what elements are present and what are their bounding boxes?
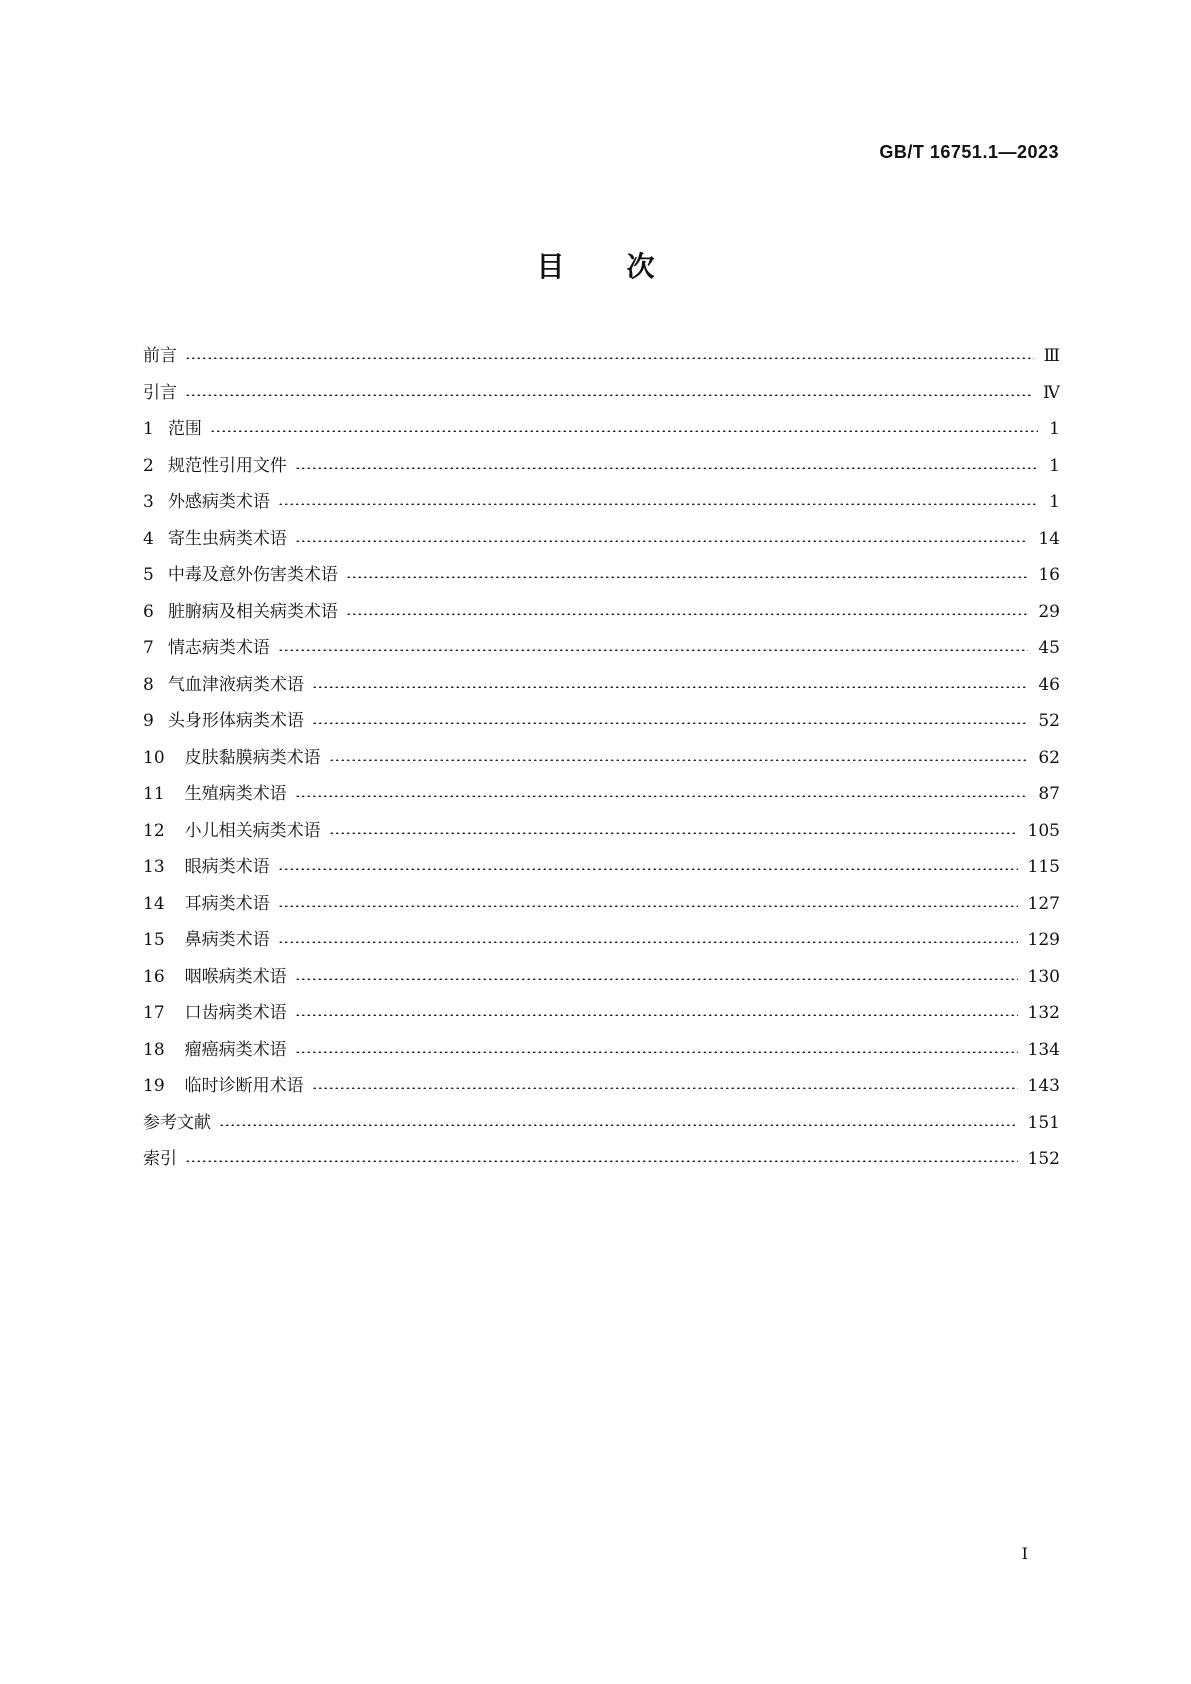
toc-entry-label: 引言 [143, 382, 177, 403]
toc-leader-dots [278, 868, 1018, 870]
toc-entry-label: 头身形体病类术语 [167, 711, 304, 732]
toc-entry-label: 寄生虫病类术语 [167, 528, 287, 549]
toc-entry-number: 8 [143, 674, 154, 695]
toc-entry-label: 规范性引用文件 [167, 455, 287, 476]
page-title: 目次 [536, 250, 717, 283]
toc-entry-label: 口齿病类术语 [184, 1003, 287, 1024]
toc-entry[interactable] [143, 1068, 1060, 1105]
toc-entry-number: 6 [143, 601, 154, 622]
toc-leader-dots [278, 649, 1029, 651]
toc-entry[interactable] [143, 375, 1060, 412]
toc-leader-dots [346, 576, 1029, 578]
toc-entry-number: 5 [143, 565, 154, 586]
toc-leader-dots [278, 905, 1018, 907]
toc-entry-page: 151 [1027, 1112, 1060, 1133]
toc-entry[interactable] [143, 1032, 1060, 1069]
toc-entry-number: 17 [143, 1003, 165, 1024]
toc-entry-page: 129 [1027, 930, 1060, 951]
toc-entry-label: 皮肤黏膜病类术语 [184, 747, 321, 768]
toc-entry-label: 范围 [167, 419, 202, 440]
toc-entry[interactable] [143, 448, 1060, 485]
toc-leader-dots [295, 795, 1029, 797]
toc-entry[interactable] [143, 959, 1060, 996]
toc-entry[interactable] [143, 703, 1060, 740]
toc-entry-page: Ⅳ [1043, 382, 1060, 403]
toc-entry-number: 18 [143, 1039, 165, 1060]
toc-leader-dots [312, 1087, 1018, 1089]
toc-entry[interactable] [143, 886, 1060, 923]
toc-entry-label: 生殖病类术语 [184, 784, 287, 805]
toc-entry-label: 外感病类术语 [167, 492, 270, 513]
toc-leader-dots [219, 1124, 1018, 1126]
toc-entry-number: 19 [143, 1076, 165, 1097]
toc-entry[interactable] [143, 521, 1060, 558]
toc-entry[interactable] [143, 995, 1060, 1032]
toc-entry-page: 16 [1038, 565, 1060, 586]
toc-entry[interactable] [143, 1141, 1060, 1178]
toc-leader-dots [278, 503, 1038, 505]
toc-entry-number: 14 [143, 893, 165, 914]
toc-entry-label: 前言 [143, 346, 177, 367]
toc-entry-label: 参考文献 [143, 1112, 211, 1133]
toc-entry-label: 脏腑病及相关病类术语 [167, 601, 338, 622]
toc-entry[interactable] [143, 667, 1060, 704]
toc-entry-page: Ⅲ [1043, 346, 1060, 367]
toc-entry-page: 127 [1027, 893, 1060, 914]
toc-entry-number: 1 [143, 419, 154, 440]
toc-entry-number: 4 [143, 528, 154, 549]
toc-entry-label: 索引 [143, 1149, 177, 1170]
toc-leader-dots [278, 941, 1018, 943]
toc-entry-label: 小儿相关病类术语 [184, 820, 321, 841]
toc-entry-label: 瘤癌病类术语 [184, 1039, 287, 1060]
toc-entry[interactable] [143, 1105, 1060, 1142]
toc-leader-dots [185, 1160, 1018, 1162]
toc-leader-dots [295, 1014, 1018, 1016]
toc-entry-number: 10 [143, 747, 165, 768]
toc-entry-page: 105 [1027, 820, 1060, 841]
toc-leader-dots [295, 978, 1018, 980]
toc-entry-number: 11 [143, 784, 165, 805]
toc-entry[interactable] [143, 776, 1060, 813]
toc-entry-page: 152 [1027, 1149, 1060, 1170]
toc-entry-number: 3 [143, 492, 154, 513]
toc-entry-label: 眼病类术语 [184, 857, 270, 878]
toc-entry[interactable] [143, 411, 1060, 448]
toc-entry-number: 9 [143, 711, 154, 732]
toc-entry[interactable] [143, 557, 1060, 594]
toc-entry[interactable] [143, 338, 1060, 375]
toc-entry-page: 87 [1038, 784, 1060, 805]
toc-entry-page: 134 [1027, 1039, 1060, 1060]
toc-entry-page: 46 [1038, 674, 1060, 695]
toc-entry-page: 130 [1027, 966, 1060, 987]
toc-entry-page: 132 [1027, 1003, 1060, 1024]
toc-entry-label: 气血津液病类术语 [167, 674, 304, 695]
toc-leader-dots [210, 430, 1038, 432]
toc-leader-dots [185, 357, 1034, 359]
toc-leader-dots [346, 613, 1029, 615]
toc-entry-number: 13 [143, 857, 165, 878]
toc-entry-page: 62 [1038, 747, 1060, 768]
toc-entry-page: 52 [1038, 711, 1060, 732]
toc-entry[interactable] [143, 922, 1060, 959]
toc-leader-dots [295, 467, 1038, 469]
toc-entry-page: 1 [1049, 455, 1060, 476]
standard-code: GB/T 16751.1—2023 [879, 142, 1059, 162]
toc-entry-label: 中毒及意外伤害类术语 [167, 565, 338, 586]
toc-entry-page: 14 [1038, 528, 1060, 549]
toc-entry-page: 1 [1049, 419, 1060, 440]
toc-entry-page: 143 [1027, 1076, 1060, 1097]
toc-leader-dots [312, 722, 1029, 724]
toc-entry-label: 临时诊断用术语 [184, 1076, 304, 1097]
toc-entry[interactable] [143, 484, 1060, 521]
footer-page-number: Ⅰ [1021, 1544, 1028, 1563]
toc-entry-label: 情志病类术语 [167, 638, 270, 659]
toc-entry-page: 45 [1038, 638, 1060, 659]
toc-leader-dots [329, 759, 1029, 761]
toc-entry-page: 115 [1027, 857, 1060, 878]
toc-leader-dots [312, 686, 1029, 688]
toc-entry-number: 7 [143, 638, 154, 659]
toc-leader-dots [295, 1051, 1018, 1053]
toc-leader-dots [295, 540, 1029, 542]
toc-entry-label: 耳病类术语 [184, 893, 270, 914]
toc-entry-number: 12 [143, 820, 165, 841]
toc-entry[interactable] [143, 594, 1060, 631]
toc-entry[interactable] [143, 630, 1060, 667]
toc-entry-number: 15 [143, 930, 165, 951]
toc-entry-page: 1 [1049, 492, 1060, 513]
toc-entry[interactable] [143, 849, 1060, 886]
toc-entry-label: 鼻病类术语 [184, 930, 270, 951]
toc-entry-page: 29 [1038, 601, 1060, 622]
toc-entry-number: 2 [143, 455, 154, 476]
toc-entry-label: 咽喉病类术语 [184, 966, 287, 987]
toc-leader-dots [185, 394, 1033, 396]
toc-entry-number: 16 [143, 966, 165, 987]
toc-entry[interactable] [143, 813, 1060, 850]
toc-leader-dots [329, 832, 1018, 834]
table-of-contents [143, 338, 1060, 1178]
toc-entry[interactable] [143, 740, 1060, 777]
